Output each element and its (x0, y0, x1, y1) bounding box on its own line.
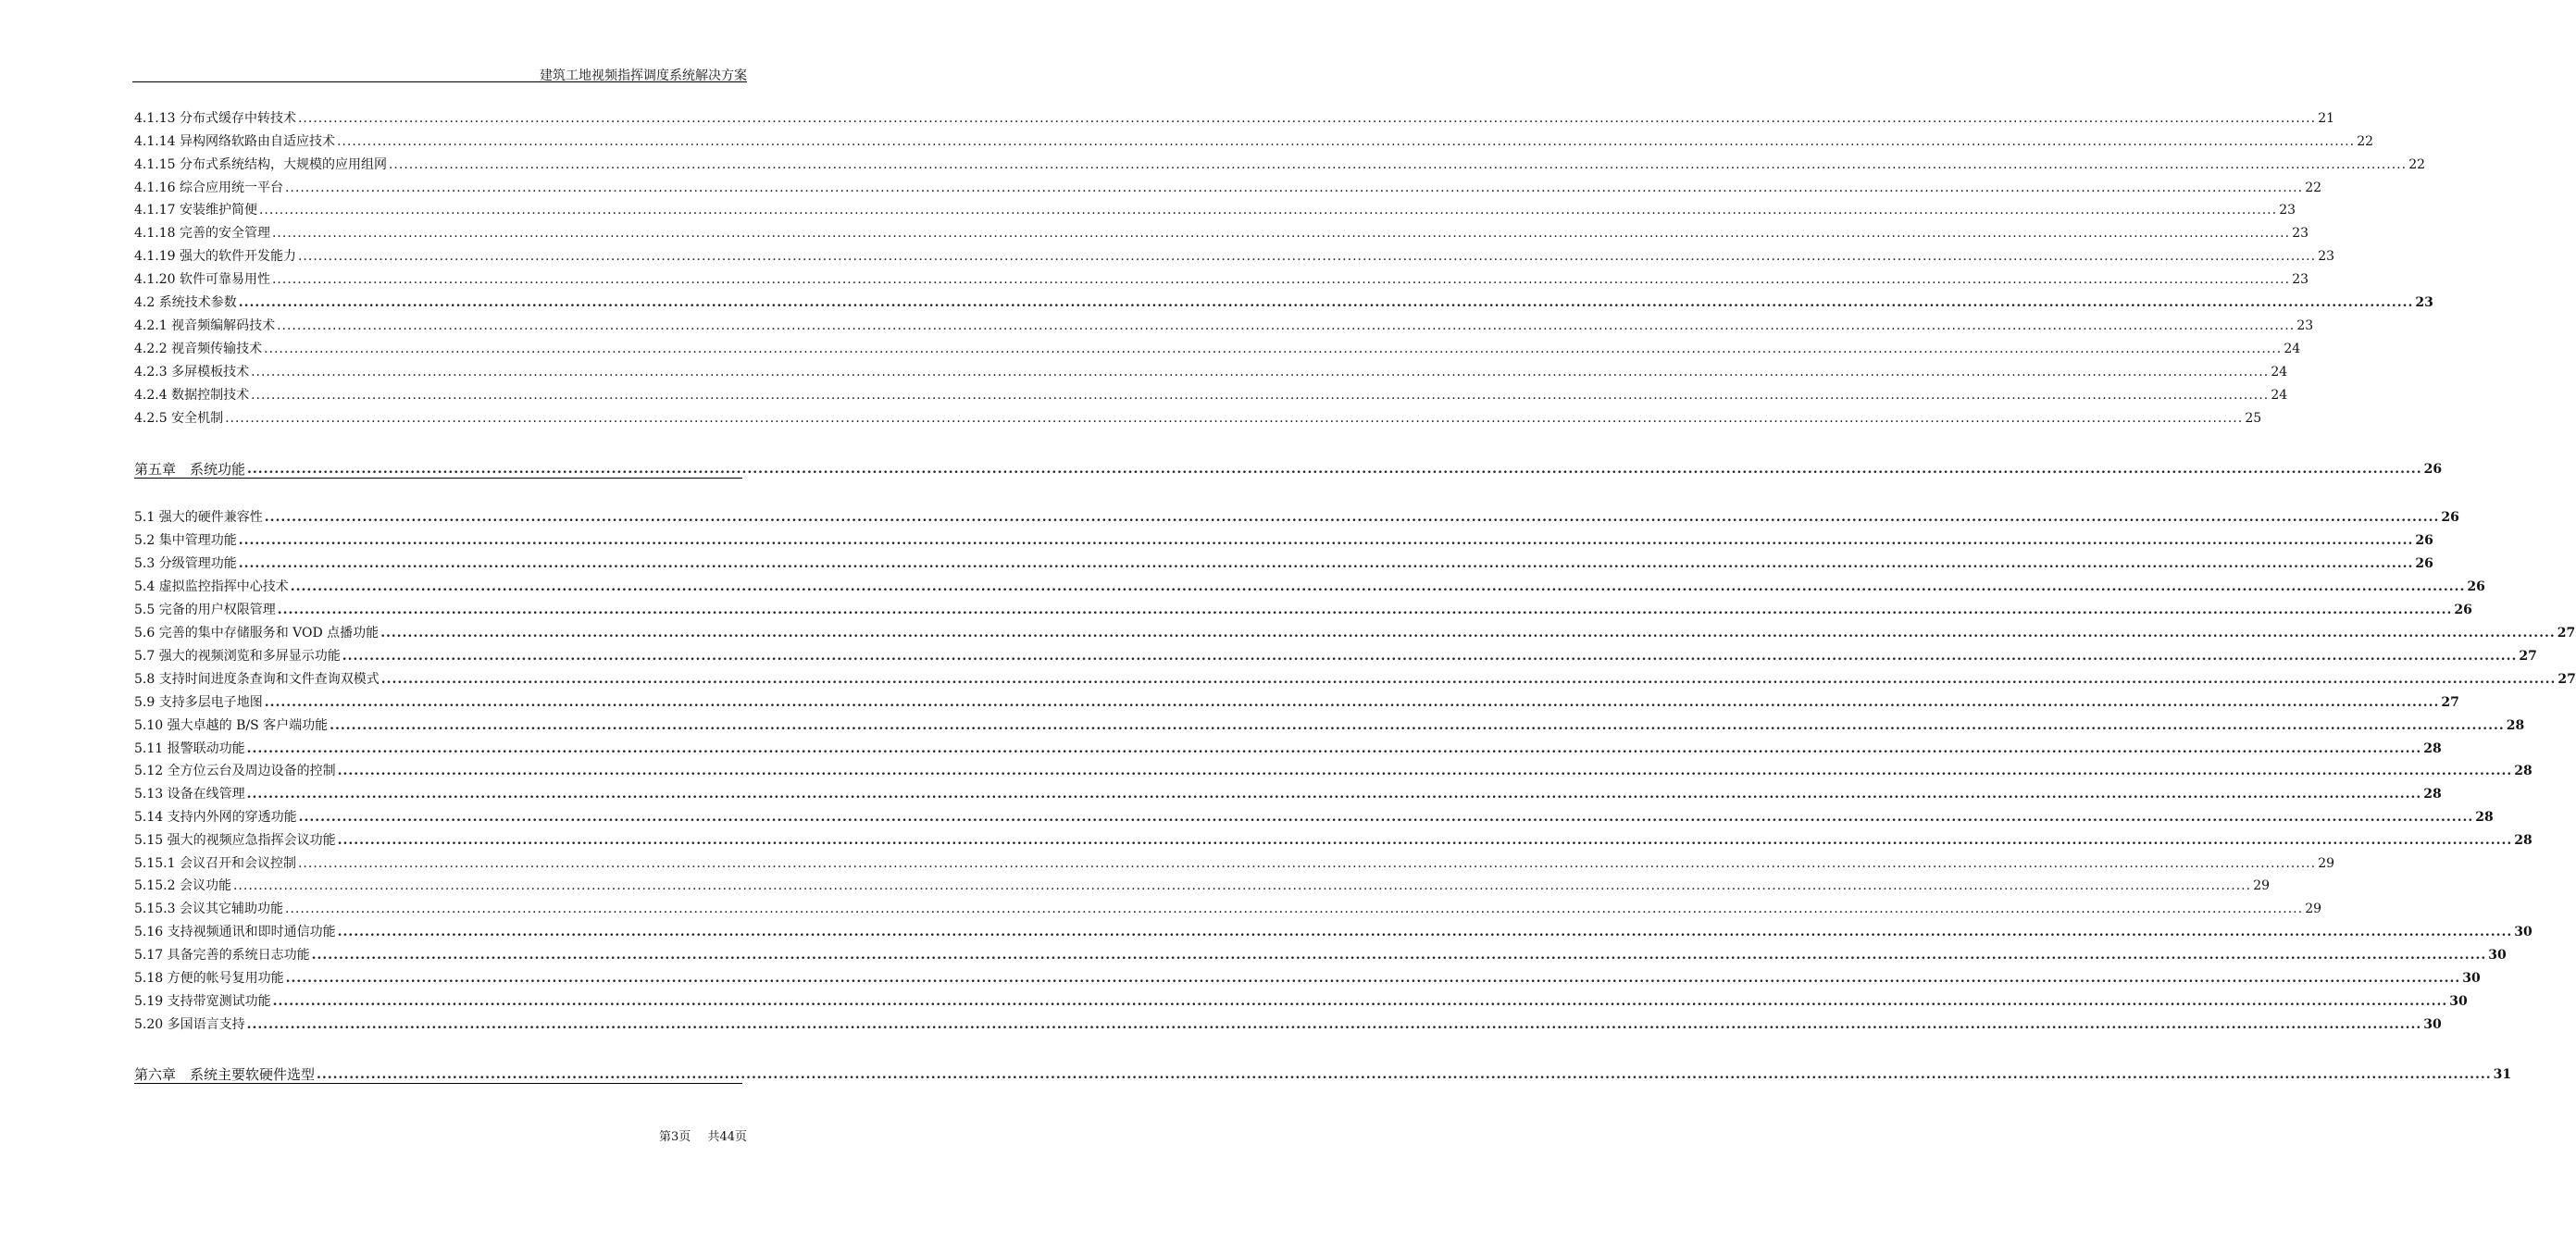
toc-entry[interactable] (134, 131, 2374, 150)
toc-entry-page-number: 30 (2488, 948, 2507, 963)
toc-entry-title: 5.2 集中管理功能 (134, 533, 237, 548)
toc-entry-title: 第六章 系统主要软硬件选型 (134, 1066, 316, 1083)
toc-entry-page-number: 27 (2441, 695, 2459, 710)
toc-entry-title: 5.4 虚拟监控指挥中心技术 (134, 579, 289, 594)
toc-dot-leader: ................................................................................................................................................................................................................................................................................................................................................................................................................ (272, 994, 2448, 1009)
toc-entry-title: 5.8 支持时间进度条查询和文件查询双模式 (134, 672, 380, 687)
toc-entry-title: 5.13 设备在线管理 (134, 787, 245, 802)
toc-entry[interactable] (134, 339, 2301, 357)
toc-entry-page-number: 28 (2475, 810, 2494, 825)
toc-entry[interactable] (134, 646, 2537, 665)
toc-entry-page-number: 28 (2514, 833, 2532, 848)
toc-entry[interactable] (134, 408, 2262, 427)
toc-entry-page-number: 29 (2318, 856, 2335, 871)
toc-entry-title: 5.7 强大的视频浏览和多屏显示功能 (134, 649, 341, 664)
toc-entry[interactable] (134, 178, 2322, 196)
toc-chapter-entry[interactable] (134, 1064, 2512, 1084)
toc-entry-page-number: 26 (2467, 579, 2485, 594)
toc-entry[interactable] (134, 922, 2532, 940)
toc-dot-leader: ................................................................................................................................................................................................................................................................................................................................................................................................................ (238, 295, 2414, 310)
toc-entry-title: 5.1 强大的硬件兼容性 (134, 510, 263, 525)
toc-entry-page-number: 23 (2292, 226, 2309, 241)
toc-entry-title: 4.1.19 强大的软件开发能力 (134, 249, 296, 264)
toc-entry-page-number: 23 (2296, 318, 2314, 333)
toc-entry-title: 第五章 系统功能 (134, 461, 246, 478)
toc-dot-leader: ................................................................................................................................................................................................................................................................................................................................................................................................................ (264, 342, 2283, 356)
toc-dot-leader: ................................................................................................................................................................................................................................................................................................................................................................................................................ (264, 510, 2440, 525)
toc-entry-page-number: 25 (2245, 411, 2262, 426)
toc-dot-leader: ................................................................................................................................................................................................................................................................................................................................................................................................................ (298, 810, 2474, 825)
toc-entry[interactable] (134, 784, 2442, 802)
toc-entry-title: 5.11 报警联动功能 (134, 741, 245, 756)
toc-dot-leader: ................................................................................................................................................................................................................................................................................................................................................................................................................ (246, 741, 2422, 756)
toc-dot-leader: ................................................................................................................................................................................................................................................................................................................................................................................................................ (297, 856, 2317, 871)
toc-dot-leader: ................................................................................................................................................................................................................................................................................................................................................................................................................ (380, 626, 2556, 641)
toc-dot-leader: ................................................................................................................................................................................................................................................................................................................................................................................................................ (264, 695, 2440, 710)
toc-entry-page-number: 22 (2357, 134, 2374, 149)
toc-entry[interactable] (134, 739, 2442, 757)
toc-entry-page-number: 26 (2454, 603, 2472, 617)
toc-entry[interactable] (134, 554, 2433, 572)
toc-entry[interactable] (134, 108, 2335, 127)
toc-entry-page-number: 27 (2519, 649, 2537, 664)
toc-entry[interactable] (134, 692, 2459, 711)
toc-dot-leader: ................................................................................................................................................................................................................................................................................................................................................................................................................ (246, 787, 2422, 802)
toc-dot-leader: ................................................................................................................................................................................................................................................................................................................................................................................................................ (311, 948, 2487, 963)
toc-entry-title: 5.17 具备完善的系统日志功能 (134, 948, 310, 963)
toc-entry-page-number: 30 (2423, 1017, 2442, 1032)
toc-dot-leader: ................................................................................................................................................................................................................................................................................................................................................................................................................ (388, 157, 2408, 172)
toc-entry-page-number: 28 (2506, 718, 2525, 733)
page-number-total: 共44页 (707, 1130, 747, 1144)
running-header-title: 建筑工地视频指挥调度系统解决方案 (540, 68, 747, 83)
toc-entry[interactable] (134, 269, 2309, 288)
toc-entry-title: 4.2.3 多屏模板技术 (134, 365, 250, 379)
toc-entry-title: 5.3 分级管理功能 (134, 556, 237, 571)
toc-entry-page-number: 22 (2305, 180, 2322, 195)
toc-entry-title: 5.5 完备的用户权限管理 (134, 603, 276, 617)
toc-entry[interactable] (134, 807, 2494, 826)
toc-entry-page-number: 23 (2279, 203, 2296, 218)
toc-dot-leader: ................................................................................................................................................................................................................................................................................................................................................................................................................ (284, 180, 2304, 195)
toc-entry[interactable] (134, 316, 2314, 334)
toc-dot-leader: ................................................................................................................................................................................................................................................................................................................................................................................................................ (277, 603, 2453, 617)
toc-entry-title: 4.1.20 软件可靠易用性 (134, 272, 270, 287)
toc-entry[interactable] (134, 292, 2433, 311)
toc-dot-leader: ................................................................................................................................................................................................................................................................................................................................................................................................................ (336, 134, 2356, 149)
toc-entry[interactable] (134, 530, 2433, 549)
toc-entry-page-number: 28 (2514, 764, 2532, 778)
toc-entry-title: 5.18 方便的帐号复用功能 (134, 971, 284, 986)
toc-entry-page-number: 24 (2271, 388, 2288, 403)
toc-entry-page-number: 23 (2318, 249, 2335, 264)
toc-entry-page-number: 21 (2318, 111, 2335, 126)
toc-dot-leader: ................................................................................................................................................................................................................................................................................................................................................................................................................ (285, 971, 2461, 986)
toc-entry[interactable] (134, 362, 2288, 380)
toc-entry[interactable] (134, 1014, 2442, 1033)
toc-entry-title: 5.9 支持多层电子地图 (134, 695, 263, 710)
toc-entry[interactable] (134, 246, 2335, 265)
toc-entry[interactable] (134, 223, 2309, 242)
toc-dot-leader: ................................................................................................................................................................................................................................................................................................................................................................................................................ (225, 411, 2244, 426)
page-number-current: 第3页 (659, 1130, 691, 1144)
toc-entry-page-number: 23 (2292, 272, 2309, 287)
toc-entry-title: 4.2.1 视音频编解码技术 (134, 318, 276, 333)
toc-dot-leader: ................................................................................................................................................................................................................................................................................................................................................................................................................ (251, 388, 2270, 403)
toc-entry-page-number: 26 (2423, 462, 2443, 477)
toc-dot-leader: ................................................................................................................................................................................................................................................................................................................................................................................................................ (337, 764, 2513, 778)
toc-entry-title: 5.15.2 会议功能 (134, 878, 231, 893)
toc-dot-leader: ................................................................................................................................................................................................................................................................................................................................................................................................................ (232, 878, 2252, 893)
toc-dot-leader: ................................................................................................................................................................................................................................................................................................................................................................................................................ (258, 203, 2278, 218)
toc-entry-title: 5.20 多国语言支持 (134, 1017, 245, 1032)
toc-entry[interactable] (134, 968, 2481, 987)
toc-entry[interactable] (134, 600, 2472, 618)
page-footer (659, 1126, 747, 1144)
toc-dot-leader: ................................................................................................................................................................................................................................................................................................................................................................................................................ (337, 925, 2513, 939)
toc-entry-title: 5.14 支持内外网的穿透功能 (134, 810, 297, 825)
toc-entry-page-number: 28 (2423, 741, 2442, 756)
toc-entry-title: 5.15 强大的视频应急指挥会议功能 (134, 833, 336, 848)
toc-dot-leader: ................................................................................................................................................................................................................................................................................................................................................................................................................ (246, 1017, 2422, 1032)
toc-entry[interactable] (134, 507, 2459, 526)
toc-entry-title: 4.2.2 视音频传输技术 (134, 342, 263, 356)
toc-entry[interactable] (134, 876, 2271, 894)
toc-entry-page-number: 31 (2493, 1067, 2512, 1082)
toc-entry-title: 5.15.3 会议其它辅助功能 (134, 902, 283, 916)
header-rule (132, 81, 747, 82)
toc-entry-title: 4.1.16 综合应用统一平台 (134, 180, 283, 195)
toc-entry[interactable] (134, 991, 2468, 1010)
toc-entry[interactable] (134, 945, 2507, 964)
toc-entry-title: 5.6 完善的集中存储服务和 VOD 点播功能 (134, 626, 380, 641)
toc-dot-leader: ................................................................................................................................................................................................................................................................................................................................................................................................................ (380, 672, 2557, 687)
toc-entry-title: 4.2.5 安全机制 (134, 411, 224, 426)
toc-entry[interactable] (134, 577, 2485, 595)
toc-dot-leader: ................................................................................................................................................................................................................................................................................................................................................................................................................ (238, 556, 2414, 571)
toc-entry-page-number: 30 (2514, 925, 2532, 939)
toc-entry-page-number: 27 (2557, 626, 2576, 641)
toc-entry[interactable] (134, 899, 2322, 917)
toc-entry-page-number: 26 (2415, 556, 2433, 571)
toc-entry[interactable] (134, 385, 2288, 404)
toc-entry-page-number: 22 (2408, 157, 2426, 172)
toc-entry-page-number: 30 (2449, 994, 2468, 1009)
toc-dot-leader: ................................................................................................................................................................................................................................................................................................................................................................................................................ (342, 649, 2518, 664)
toc-entry-title: 4.1.17 安装维护简便 (134, 203, 257, 218)
toc-dot-leader: ................................................................................................................................................................................................................................................................................................................................................................................................................ (271, 272, 2291, 287)
toc-entry-page-number: 28 (2423, 787, 2442, 802)
toc-dot-leader: ................................................................................................................................................................................................................................................................................................................................................................................................................ (284, 902, 2304, 916)
toc-dot-leader: ................................................................................................................................................................................................................................................................................................................................................................................................................ (317, 1067, 2492, 1082)
toc-entry-page-number: 27 (2557, 672, 2576, 687)
toc-entry[interactable] (134, 853, 2335, 872)
toc-entry[interactable] (134, 761, 2532, 779)
toc-entry-title: 4.1.13 分布式缓存中转技术 (134, 111, 296, 126)
toc-dot-leader: ................................................................................................................................................................................................................................................................................................................................................................................................................ (247, 462, 2422, 477)
toc-entry-page-number: 26 (2415, 533, 2433, 548)
toc-entry[interactable] (134, 830, 2532, 849)
toc-entry[interactable] (134, 669, 2576, 688)
toc-chapter-entry[interactable] (134, 459, 2443, 479)
toc-dot-leader: ................................................................................................................................................................................................................................................................................................................................................................................................................ (337, 833, 2513, 848)
toc-entry-title: 5.12 全方位云台及周边设备的控制 (134, 764, 336, 778)
toc-entry-page-number: 24 (2284, 342, 2301, 356)
toc-entry-title: 5.10 强大卓越的 B/S 客户端功能 (134, 718, 329, 733)
toc-entry-page-number: 29 (2253, 878, 2271, 893)
toc-entry-page-number: 24 (2271, 365, 2288, 379)
toc-dot-leader: ................................................................................................................................................................................................................................................................................................................................................................................................................ (271, 226, 2291, 241)
toc-dot-leader: ................................................................................................................................................................................................................................................................................................................................................................................................................ (277, 318, 2296, 333)
toc-entry-page-number: 26 (2441, 510, 2459, 525)
toc-entry-title: 4.1.15 分布式系统结构，大规模的应用组网 (134, 157, 387, 172)
toc-entry[interactable] (134, 200, 2296, 218)
toc-entry-page-number: 29 (2305, 902, 2322, 916)
toc-entry-title: 5.19 支持带宽测试功能 (134, 994, 271, 1009)
toc-entry-title: 4.2 系统技术参数 (134, 295, 237, 310)
toc-entry-title: 4.2.4 数据控制技术 (134, 388, 250, 403)
toc-dot-leader: ................................................................................................................................................................................................................................................................................................................................................................................................................ (251, 365, 2270, 379)
toc-entry[interactable] (134, 715, 2525, 734)
toc-dot-leader: ................................................................................................................................................................................................................................................................................................................................................................................................................ (290, 579, 2466, 594)
toc-entry-title: 4.1.14 异构网络软路由自适应技术 (134, 134, 335, 149)
toc-entry-page-number: 23 (2415, 295, 2433, 310)
toc-entry[interactable] (134, 623, 2576, 641)
toc-entry-title: 4.1.18 完善的安全管理 (134, 226, 270, 241)
toc-dot-leader: ................................................................................................................................................................................................................................................................................................................................................................................................................ (297, 249, 2317, 264)
toc-entry[interactable] (134, 155, 2426, 173)
toc-entry-title: 5.16 支持视频通讯和即时通信功能 (134, 925, 336, 939)
toc-dot-leader: ................................................................................................................................................................................................................................................................................................................................................................................................................ (330, 718, 2505, 733)
toc-dot-leader: ................................................................................................................................................................................................................................................................................................................................................................................................................ (297, 111, 2317, 126)
toc-entry-page-number: 30 (2462, 971, 2481, 986)
toc-entry-title: 5.15.1 会议召开和会议控制 (134, 856, 296, 871)
toc-dot-leader: ................................................................................................................................................................................................................................................................................................................................................................................................................ (238, 533, 2414, 548)
